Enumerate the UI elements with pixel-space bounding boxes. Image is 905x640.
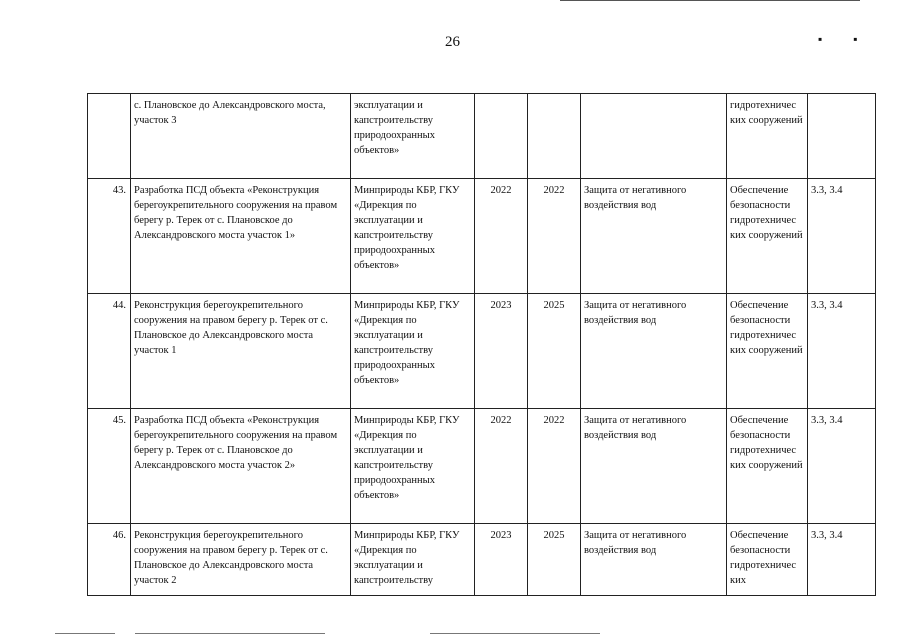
- executor: Минприроды КБР, ГКУ «Дирекция по эксплуатации и капстроительству: [351, 524, 475, 596]
- scan-marks: ▪ ▪: [818, 32, 872, 46]
- measures-table-container: [87, 93, 876, 596]
- table-row: [88, 179, 876, 294]
- indicator-ref: 3.3, 3.4: [808, 294, 876, 409]
- table-row: [88, 94, 876, 179]
- measure-name: Реконструкция берегоукрепительного сооружения на правом берегу р. Терек от с. Плановское до Александровского моста участок 2: [131, 524, 351, 596]
- measure-name: Разработка ПСД объекта «Реконструкция берегоукрепительного сооружения на правом берегу р. Терек от с. Плановское до Александровского моста участок 1»: [131, 179, 351, 294]
- measure-name: Реконструкция берегоукрепительного сооружения на правом берегу р. Терек от с. Плановское до Александровского моста участок 1: [131, 294, 351, 409]
- expected-result: Обеспечение безопасности гидротехничес ких сооружений: [727, 409, 808, 524]
- start-year: [475, 94, 528, 179]
- scan-edge-line: [55, 633, 115, 634]
- table-row: [88, 524, 876, 596]
- expected-result: Обеспечение безопасности гидротехничес ких сооружений: [727, 179, 808, 294]
- scan-edge-line: [560, 0, 860, 1]
- indicator-ref: [808, 94, 876, 179]
- row-number: [88, 94, 131, 179]
- direction: Защита от негативного воздействия вод: [581, 294, 727, 409]
- executor: эксплуатации и капстроительству природоохранных объектов»: [351, 94, 475, 179]
- indicator-ref: 3.3, 3.4: [808, 179, 876, 294]
- row-number: 45.: [88, 409, 131, 524]
- indicator-ref: 3.3, 3.4: [808, 524, 876, 596]
- row-number: 43.: [88, 179, 131, 294]
- direction: Защита от негативного воздействия вод: [581, 524, 727, 596]
- measures-table: [87, 93, 876, 596]
- end-year: 2025: [528, 294, 581, 409]
- measure-name: Разработка ПСД объекта «Реконструкция берегоукрепительного сооружения на правом берегу р. Терек от с. Плановское до Александровского моста участок 2»: [131, 409, 351, 524]
- scan-edge-line: [430, 633, 600, 634]
- start-year: 2022: [475, 179, 528, 294]
- start-year: 2023: [475, 294, 528, 409]
- table-row: [88, 294, 876, 409]
- end-year: 2022: [528, 409, 581, 524]
- scan-edge-line: [135, 633, 325, 634]
- direction: Защита от негативного воздействия вод: [581, 179, 727, 294]
- start-year: 2022: [475, 409, 528, 524]
- page-number: 26: [445, 34, 460, 50]
- expected-result: Обеспечение безопасности гидротехничес ких: [727, 524, 808, 596]
- measure-name: с. Плановское до Александровского моста, участок 3: [131, 94, 351, 179]
- executor: Минприроды КБР, ГКУ «Дирекция по эксплуатации и капстроительству природоохранных объектов»: [351, 294, 475, 409]
- table-row: [88, 409, 876, 524]
- executor: Минприроды КБР, ГКУ «Дирекция по эксплуатации и капстроительству природоохранных объектов»: [351, 179, 475, 294]
- direction: Защита от негативного воздействия вод: [581, 409, 727, 524]
- expected-result: Обеспечение безопасности гидротехничес ких сооружений: [727, 294, 808, 409]
- row-number: 46.: [88, 524, 131, 596]
- expected-result: гидротехничес ких сооружений: [727, 94, 808, 179]
- direction: [581, 94, 727, 179]
- end-year: 2022: [528, 179, 581, 294]
- end-year: 2025: [528, 524, 581, 596]
- indicator-ref: 3.3, 3.4: [808, 409, 876, 524]
- end-year: [528, 94, 581, 179]
- executor: Минприроды КБР, ГКУ «Дирекция по эксплуатации и капстроительству природоохранных объектов»: [351, 409, 475, 524]
- row-number: 44.: [88, 294, 131, 409]
- start-year: 2023: [475, 524, 528, 596]
